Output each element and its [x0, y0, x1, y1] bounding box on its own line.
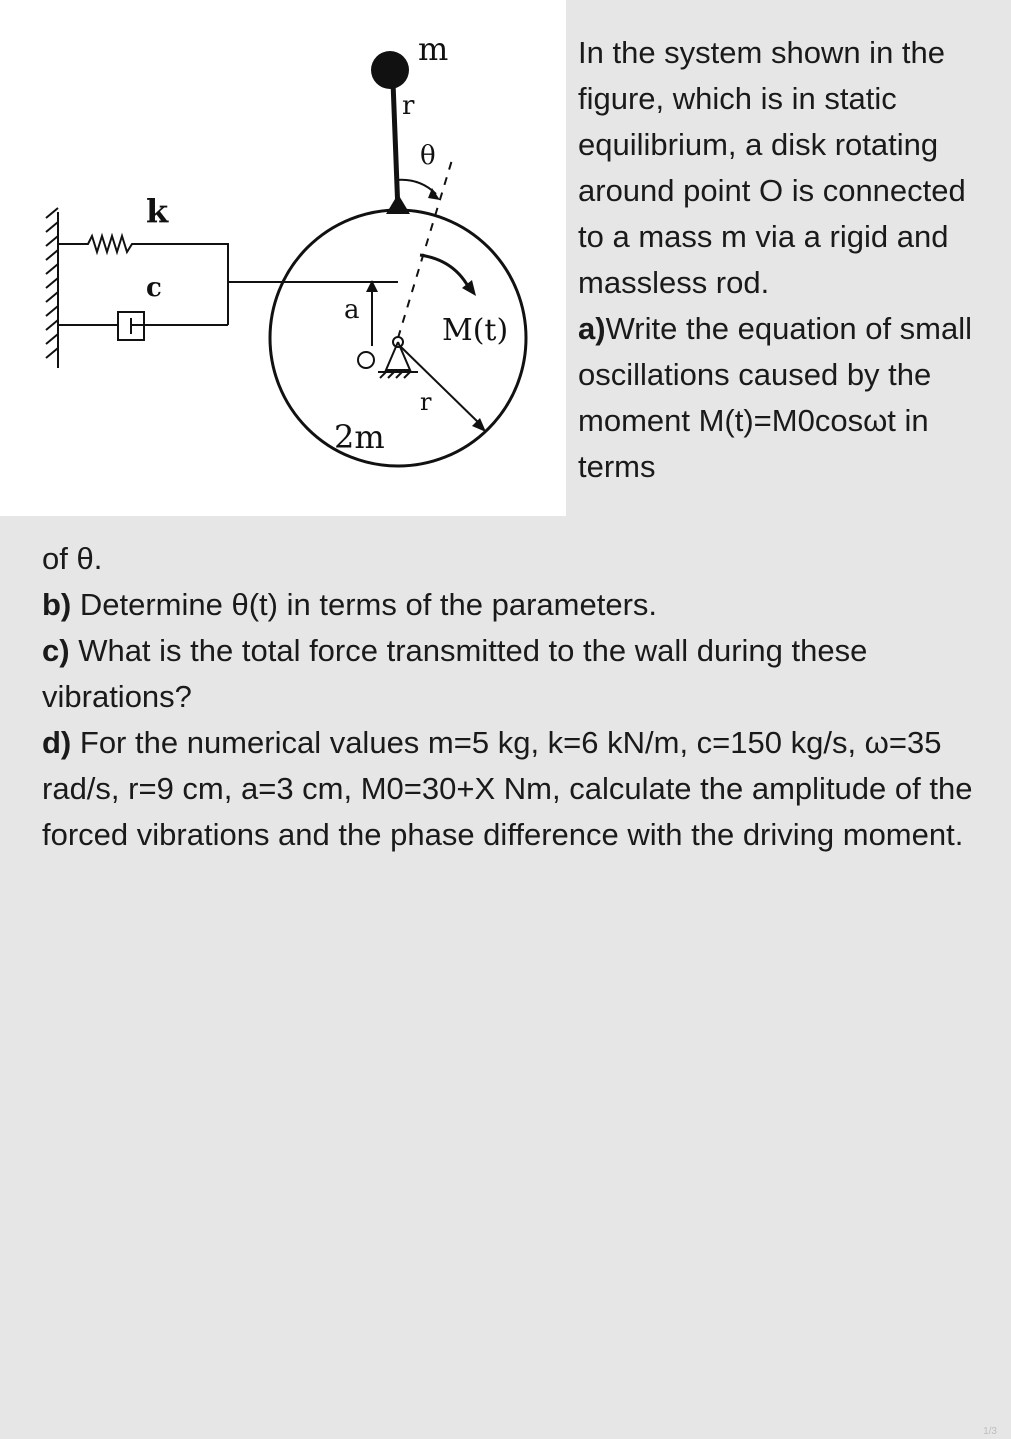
label-k: k [146, 192, 169, 230]
wall [46, 208, 58, 368]
part-a-label: a) [578, 311, 606, 346]
rod-joint [386, 194, 410, 214]
angle-arc [396, 180, 436, 194]
mechanism-diagram [0, 0, 566, 516]
label-mass-m: m [418, 30, 449, 68]
rod [393, 82, 398, 212]
page-indicator: 1/3 [983, 1426, 997, 1437]
part-a-text: Write the equation of small oscillations caused by the moment M(t)=M0cosωt in terms [578, 311, 973, 484]
label-moment: M(t) [442, 313, 509, 348]
label-disk-radius: r [420, 388, 432, 416]
label-a: a [344, 295, 360, 325]
part-d-label: d) [42, 725, 72, 760]
part-b [42, 582, 992, 628]
figure-panel [0, 0, 566, 516]
label-c: c [146, 273, 162, 303]
label-rod-length: r [402, 91, 415, 121]
spring [58, 236, 228, 282]
part-c [42, 628, 992, 720]
pivot-support [358, 337, 418, 378]
mass-m [371, 51, 409, 89]
moment-arrow [420, 255, 470, 290]
part-a [578, 306, 998, 490]
part-d [42, 720, 992, 858]
intro-text: In the system shown in the figure, which is in static equilibrium, a disk rotating around point O is connected to a mass m via a rigid and massless rod. [578, 35, 966, 300]
side-text [578, 30, 998, 490]
body-text [42, 536, 992, 858]
part-a-continuation: of θ. [42, 541, 103, 576]
part-b-label: b) [42, 587, 72, 622]
radius-arrow [400, 346, 482, 426]
label-theta: θ [420, 141, 436, 171]
part-c-label: c) [42, 633, 70, 668]
part-b-text: Determine θ(t) in terms of the parameters. [71, 587, 658, 622]
part-d-text: For the numerical values m=5 kg, k=6 kN/m, c=150 kg/s, ω=35 rad/s, r=9 cm, a=3 cm, M0=30+X Nm, calculate the amplitude of the forced vibrations and the phase difference with the driving moment. [42, 725, 973, 852]
label-disk-mass: 2m [334, 418, 385, 456]
part-c-text: What is the total force transmitted to the wall during these vibrations? [42, 633, 868, 714]
radius-arrow-head [472, 418, 486, 432]
